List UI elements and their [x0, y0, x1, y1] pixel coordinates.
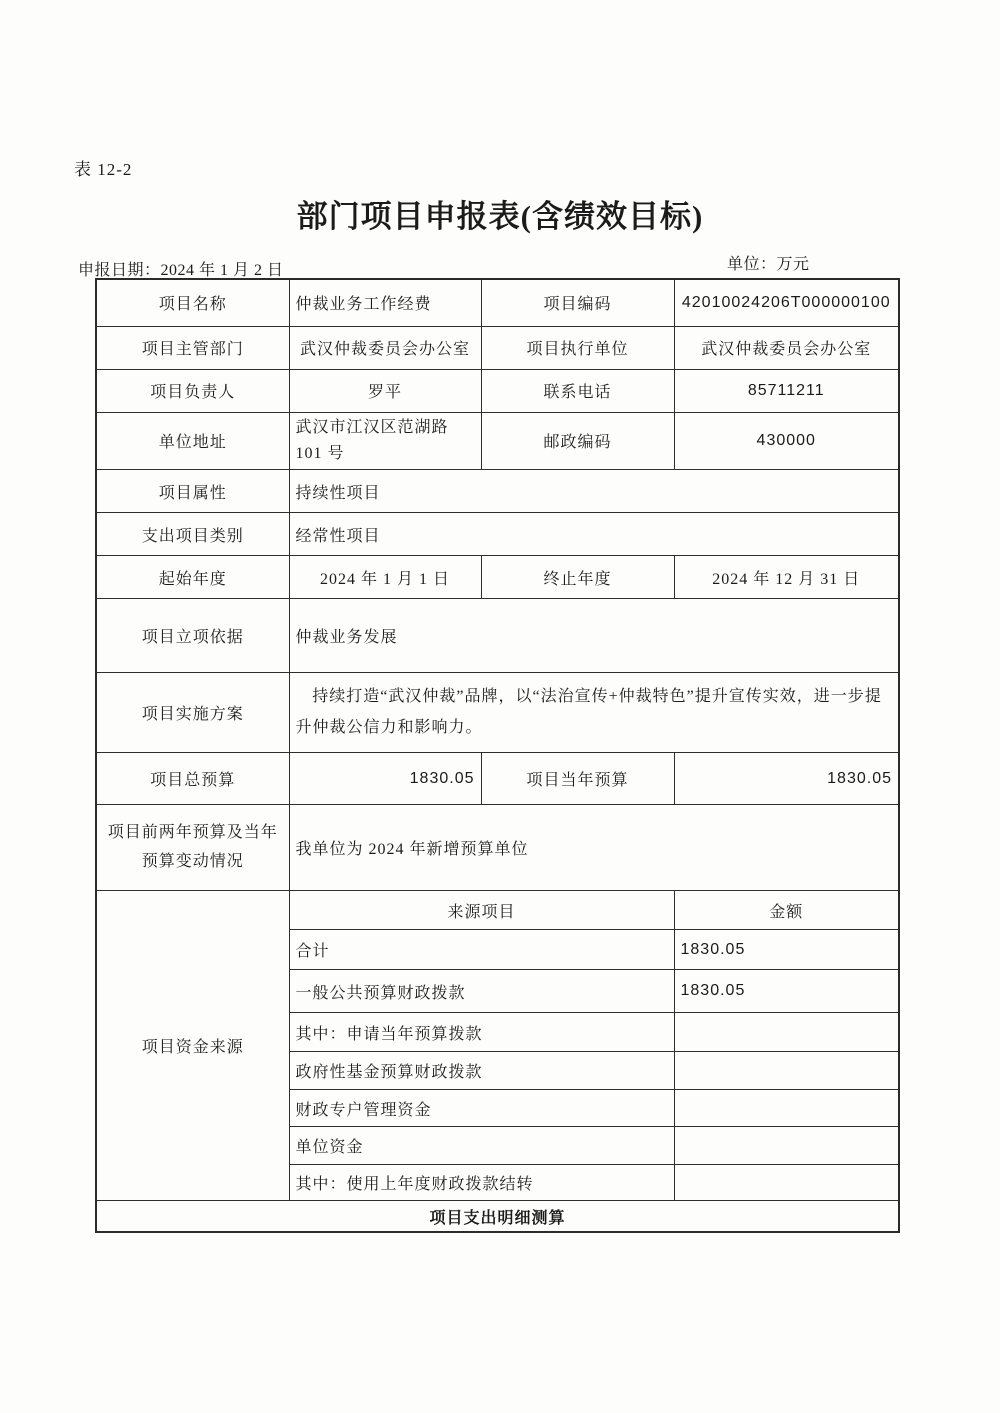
project-code-label: 项目编码: [481, 279, 674, 326]
table-row: [96, 326, 899, 369]
exec-unit-value: 武汉仲裁委员会办公室: [674, 326, 899, 369]
year-budget-value: 1830.05: [674, 753, 899, 805]
funding-item-amount-fiscal-account: [674, 1090, 899, 1127]
project-declaration-table: [95, 278, 900, 1233]
table-row: [96, 753, 899, 805]
funding-source-label: 项目资金来源: [96, 891, 289, 1201]
table-row: [96, 599, 899, 673]
address-label: 单位地址: [96, 412, 289, 470]
attribute-value: 持续性项目: [289, 470, 899, 513]
funding-item-amount-carryover: [674, 1165, 899, 1201]
year-budget-label: 项目当年预算: [481, 753, 674, 805]
end-year-label: 终止年度: [481, 556, 674, 599]
page-title: 部门项目申报表(含绩效目标): [296, 199, 704, 234]
funding-item-amount-general-public: 1830.05: [674, 970, 899, 1013]
total-budget-value: 1830.05: [289, 753, 481, 805]
declare-date: 申报日期：2024 年 1 月 2 日: [78, 262, 284, 279]
funding-item-name-current-year-request: 其中：申请当年预算拨款: [289, 1013, 674, 1052]
funding-col-amount: 金额: [674, 891, 899, 930]
project-code-value: 42010024206T000000100: [674, 279, 899, 326]
table-row: [96, 556, 899, 599]
project-name-label: 项目名称: [96, 279, 289, 326]
attribute-label: 项目属性: [96, 470, 289, 513]
approval-basis-value: 仲裁业务发展: [289, 599, 899, 673]
funding-item-amount-government-fund: [674, 1052, 899, 1090]
funding-item-name-unit-funds: 单位资金: [289, 1127, 674, 1165]
postcode-value: 430000: [674, 412, 899, 470]
funding-col-source: 来源项目: [289, 891, 674, 930]
category-value: 经常性项目: [289, 513, 899, 556]
funding-header-row: [96, 891, 899, 930]
table-row: [96, 805, 899, 891]
start-year-label: 起始年度: [96, 556, 289, 599]
postcode-label: 邮政编码: [481, 412, 674, 470]
footer-section-row: [96, 1201, 899, 1232]
implementation-plan-label: 项目实施方案: [96, 673, 289, 753]
leader-value: 罗平: [289, 369, 481, 412]
table-row: [96, 673, 899, 753]
start-year-value: 2024 年 1 月 1 日: [289, 556, 481, 599]
leader-label: 项目负责人: [96, 369, 289, 412]
table-row: [96, 470, 899, 513]
total-budget-label: 项目总预算: [96, 753, 289, 805]
funding-item-name-fiscal-account: 财政专户管理资金: [289, 1090, 674, 1127]
funding-item-amount-unit-funds: [674, 1127, 899, 1165]
table-row: [96, 369, 899, 412]
table-row: [96, 279, 899, 326]
table-row: [96, 412, 899, 470]
prior-budget-label: 项目前两年预算及当年预算变动情况: [96, 805, 289, 891]
funding-item-name-general-public: 一般公共预算财政拨款: [289, 970, 674, 1013]
funding-item-amount-current-year-request: [674, 1013, 899, 1052]
approval-basis-label: 项目立项依据: [96, 599, 289, 673]
phone-value: 85711211: [674, 369, 899, 412]
end-year-value: 2024 年 12 月 31 日: [674, 556, 899, 599]
expenditure-detail-section-title: 项目支出明细测算: [96, 1201, 899, 1232]
phone-label: 联系电话: [481, 369, 674, 412]
table-row: [96, 513, 899, 556]
competent-dept-label: 项目主管部门: [96, 326, 289, 369]
category-label: 支出项目类别: [96, 513, 289, 556]
form-code: 表 12-2: [74, 160, 133, 179]
prior-budget-value: 我单位为 2024 年新增预算单位: [289, 805, 899, 891]
funding-item-name-government-fund: 政府性基金预算财政拨款: [289, 1052, 674, 1090]
unit-note: 单位：万元: [727, 256, 810, 273]
funding-item-name-total: 合计: [289, 930, 674, 970]
funding-item-amount-total: 1830.05: [674, 930, 899, 970]
competent-dept-value: 武汉仲裁委员会办公室: [289, 326, 481, 369]
project-name-value: 仲裁业务工作经费: [289, 279, 481, 326]
address-value: 武汉市江汉区范湖路 101 号: [289, 412, 481, 470]
implementation-plan-value: 持续打造“武汉仲裁”品牌，以“法治宣传+仲裁特色”提升宣传实效，进一步提升仲裁公信力和影响力。: [289, 673, 899, 753]
exec-unit-label: 项目执行单位: [481, 326, 674, 369]
funding-item-name-carryover: 其中：使用上年度财政拨款结转: [289, 1165, 674, 1201]
